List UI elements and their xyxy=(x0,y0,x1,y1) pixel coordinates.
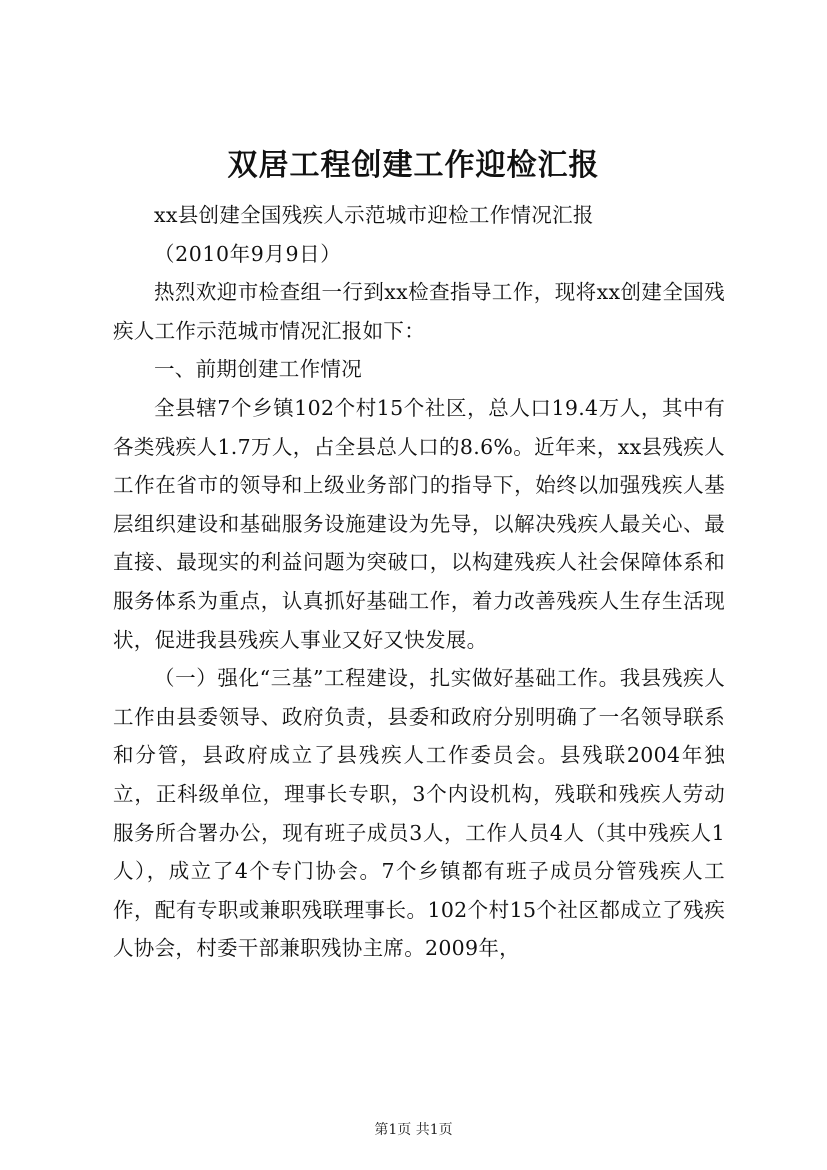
page-footer: 第1页 共1页 xyxy=(374,1122,453,1138)
document-body xyxy=(113,196,725,968)
section-heading: 一、前期创建工作情况 xyxy=(154,357,362,382)
overview-paragraph: 全县辖7个乡镇102个村15个社区，总人口19.4万人，其中有各类残疾人1.7万人，占全县总人口的8.6%。近年来，xx县残疾人工作在省市的领导和上级业务部门的指导下，始终以加强残疾人基层组织建设和基础服务设施建设为先导，以解决残疾人最关心、最直接、最现实的利益问题为突破口，以构建残疾人社会保障体系和服务体系为重点，认真抓好基础工作，着力改善残疾人生存生活现状，促进我县残疾人事业又好又快发展。 xyxy=(113,395,725,652)
report-date: （2010年9月9日） xyxy=(154,241,342,266)
report-subtitle: xx县创建全国残疾人示范城市迎检工作情况汇报 xyxy=(154,203,594,227)
subsection-paragraph: （一）强化“三基”工程建设，扎实做好基础工作。我县残疾人工作由县委领导、政府负责，县委和政府分别明确了一名领导联系和分管，县政府成立了县残疾人工作委员会。县残联2004年独立，正科级单位，理事长专职，3个内设机构，残联和残疾人劳动服务所合署办公，现有班子成员3人，工作人员4人（其中残疾人1人），成立了4个专门协会。7个乡镇都有班子成员分管残疾人工作，配有专职或兼职残联理事长。102个村15个社区都成立了残疾人协会，村委干部兼职残协主席。2009年， xyxy=(113,666,725,961)
welcome-paragraph: 热烈欢迎市检查组一行到xx检查指导工作，现将xx创建全国残疾人工作示范城市情况汇报如下： xyxy=(113,280,725,343)
document-title: 双居工程创建工作迎检汇报 xyxy=(227,148,600,183)
